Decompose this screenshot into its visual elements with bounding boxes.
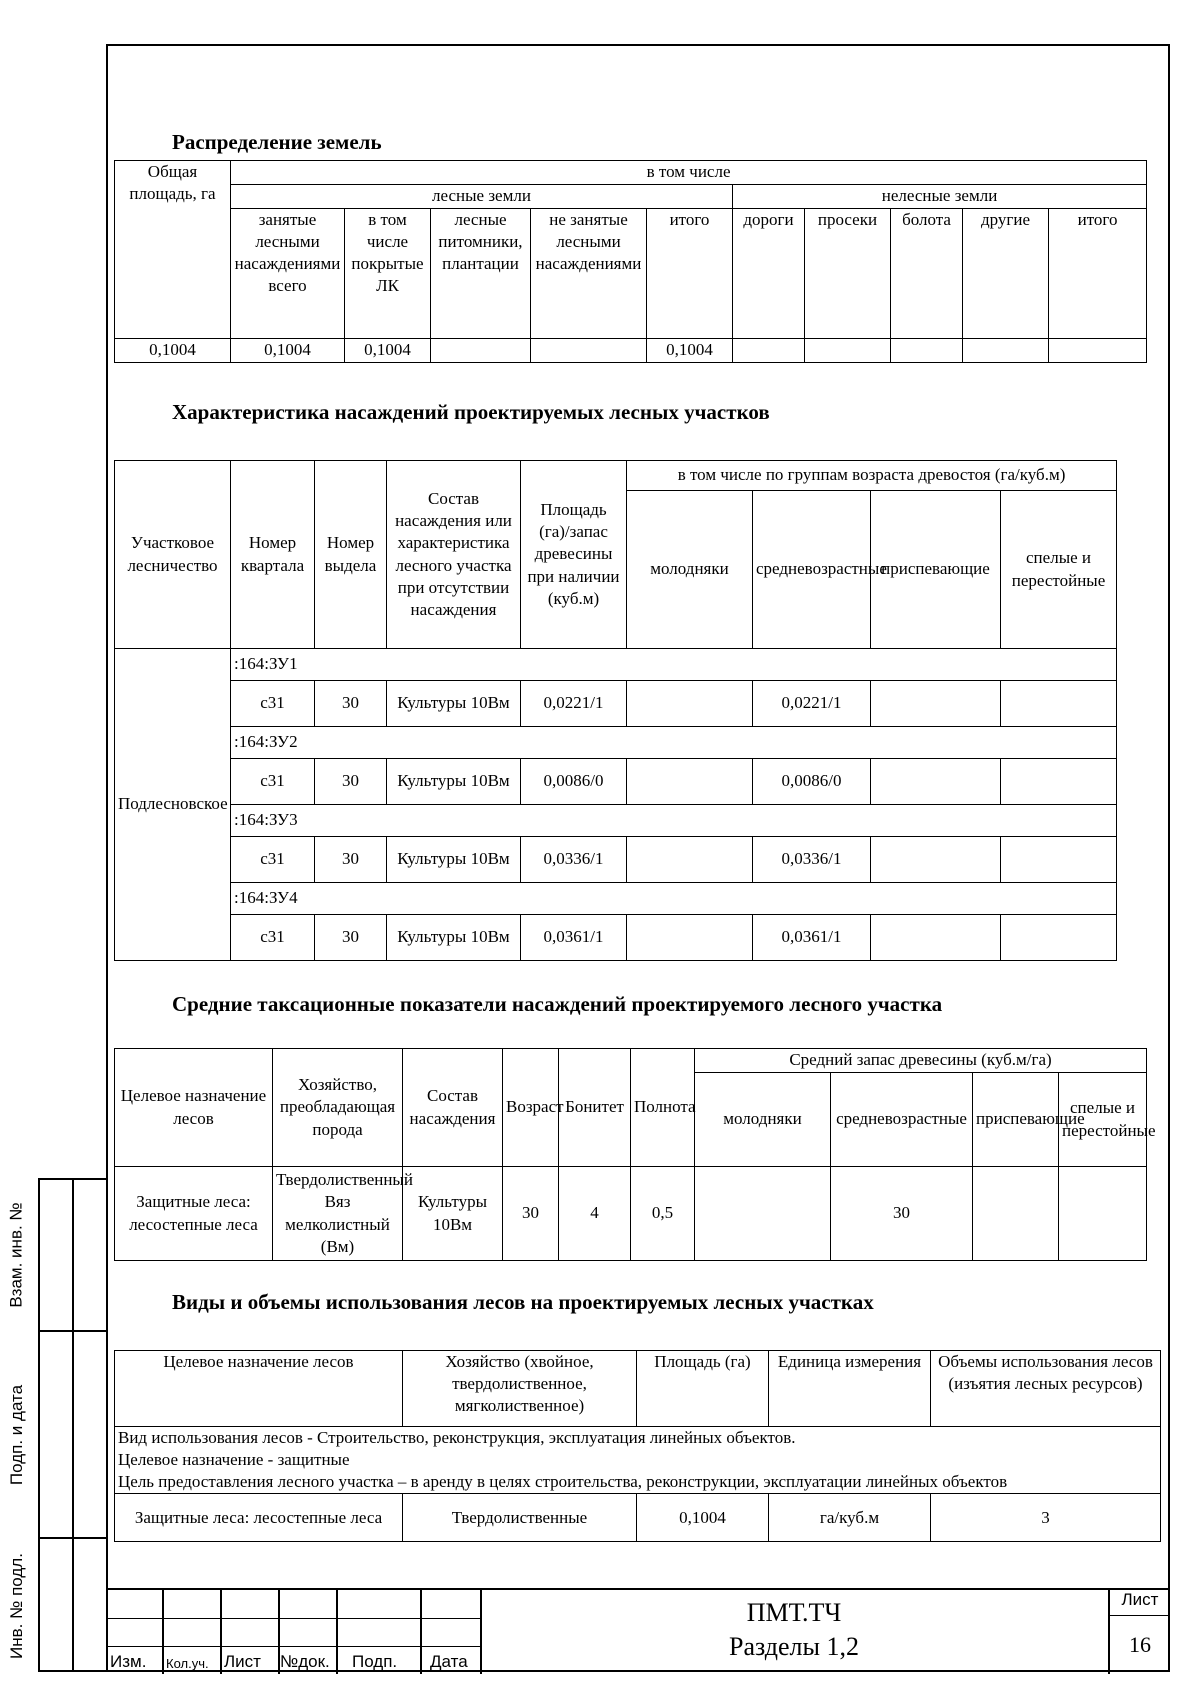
header-col: другие (963, 209, 1049, 339)
table-cell: Культуры 10Вм (387, 837, 521, 883)
stands-section-title: Характеристика насаждений проектируемых лесных участков (172, 400, 770, 424)
sheet-label: Лист (1108, 1590, 1170, 1616)
table-cell: 30 (315, 759, 387, 805)
header-col: занятые лесными насаждениями всего (231, 209, 345, 339)
header-section-no: Номер выдела (315, 461, 387, 649)
table-cell: с31 (231, 915, 315, 961)
table-row (115, 1494, 1161, 1542)
table-cell: с31 (231, 759, 315, 805)
header-middle: средневозрастные (831, 1073, 973, 1167)
table-cell (627, 915, 753, 961)
forestry-name: Подлесновское (115, 649, 231, 961)
land-table (114, 160, 1147, 363)
taxation-table (114, 1048, 1156, 1261)
header-area: Площадь (га) (637, 1351, 769, 1427)
table-cell: 0,0221/1 (521, 681, 627, 727)
table-cell (627, 681, 753, 727)
header-quarter: Номер квартала (231, 461, 315, 649)
table-cell (531, 339, 647, 363)
table-cell: 0,5 (631, 1167, 695, 1261)
header-volumes: Объемы использования лесов (изъятия лесных ресурсов) (931, 1351, 1161, 1427)
table-cell (871, 681, 1001, 727)
document-sections: Разделы 1,2 (728, 1632, 859, 1661)
title-block (106, 1588, 1170, 1672)
header-col: итого (647, 209, 733, 339)
table-cell: 0,0086/0 (753, 759, 871, 805)
table-cell (871, 915, 1001, 961)
table-cell (733, 339, 805, 363)
table-cell: 0,0086/0 (521, 759, 627, 805)
table-cell: с31 (231, 837, 315, 883)
header-col: итого (1049, 209, 1147, 339)
side-label-replace-inv: Взам. инв. № (7, 1202, 27, 1308)
table-cell: 3 (931, 1494, 1161, 1542)
header-col: дороги (733, 209, 805, 339)
header-col: просеки (805, 209, 891, 339)
table-cell: Культуры 10Вм (403, 1167, 503, 1261)
table-cell: Твердолиственные (403, 1494, 637, 1542)
table-cell: 0,0336/1 (521, 837, 627, 883)
usage-info-line: Целевое назначение - защитные (118, 1450, 350, 1470)
header-purpose: Целевое назначение лесов (115, 1049, 273, 1167)
header-mature: спелые и перестойные (1001, 491, 1117, 649)
header-ripening: приспевающие (973, 1073, 1059, 1167)
plot-id: :164:ЗУ1 (231, 649, 1117, 681)
table-cell: Культуры 10Вм (387, 915, 521, 961)
stamp-col-label: Лист (224, 1652, 261, 1671)
table-row (115, 339, 1147, 363)
table-cell: 30 (315, 915, 387, 961)
header-composition: Состав насаждения или характеристика лесного участка при отсутствии насаждения (387, 461, 521, 649)
table-cell (871, 837, 1001, 883)
table-cell: 0,0336/1 (753, 837, 871, 883)
table-cell: Твердолиственный Вяз мелколистный (Вм) (273, 1167, 403, 1261)
header-nonforest-lands: нелесные земли (733, 185, 1147, 209)
table-cell (431, 339, 531, 363)
table-cell (627, 759, 753, 805)
table-cell: 0,1004 (231, 339, 345, 363)
side-strip (38, 1178, 106, 1672)
plot-id: :164:ЗУ2 (231, 727, 1117, 759)
table-row (115, 915, 1117, 961)
table-cell: 30 (831, 1167, 973, 1261)
sheet-number: 16 (1108, 1616, 1170, 1674)
table-cell: 0,1004 (647, 339, 733, 363)
table-row (115, 837, 1117, 883)
table-cell: Культуры 10Вм (387, 759, 521, 805)
table-cell: га/куб.м (769, 1494, 931, 1542)
table-cell (973, 1167, 1059, 1261)
header-bonitet: Бонитет (559, 1049, 631, 1167)
header-young: молодняки (695, 1073, 831, 1167)
table-cell (1001, 915, 1117, 961)
header-composition: Состав насаждения (403, 1049, 503, 1167)
header-unit: Единица измерения (769, 1351, 931, 1427)
table-cell: Культуры 10Вм (387, 681, 521, 727)
usage-table (114, 1350, 1161, 1542)
usage-info-line: Вид использования лесов - Строительство, реконструкция, эксплуатация линейных объектов. (118, 1428, 796, 1447)
header-ripening: приспевающие (871, 491, 1001, 649)
plot-id: :164:ЗУ3 (231, 805, 1117, 837)
table-cell (805, 339, 891, 363)
land-section-title: Распределение земель (172, 130, 382, 154)
header-area: Площадь (га)/запас древесины при наличии (куб.м) (521, 461, 627, 649)
document-code: ПМТ.ТЧ (746, 1598, 842, 1627)
stamp-col-label: №док. (280, 1652, 330, 1671)
header-density: Полнота (631, 1049, 695, 1167)
table-cell: 30 (503, 1167, 559, 1261)
table-cell: Защитные леса: лесостепные леса (115, 1494, 403, 1542)
header-avg-stock: Средний запас древесины (куб.м/га) (695, 1049, 1147, 1073)
stamp-col-label: Дата (430, 1652, 468, 1671)
header-economy: Хозяйство, преобладающая порода (273, 1049, 403, 1167)
table-cell (1049, 339, 1147, 363)
header-young: молодняки (627, 491, 753, 649)
table-cell: 4 (559, 1167, 631, 1261)
header-total-area: Общая площадь, га (115, 161, 231, 339)
table-row (115, 759, 1117, 805)
side-label-inv-orig: Инв. № подл. (7, 1552, 26, 1659)
taxation-section-title: Средние таксационные показатели насаждений проектируемого лесного участка (172, 992, 943, 1016)
table-cell: 0,1004 (345, 339, 431, 363)
header-including: в том числе (231, 161, 1147, 185)
table-cell: с31 (231, 681, 315, 727)
stands-table (114, 460, 1117, 961)
table-cell (1001, 759, 1117, 805)
header-col: лесные питомники, плантации (431, 209, 531, 339)
header-forestry: Участковое лесничество (115, 461, 231, 649)
table-cell (627, 837, 753, 883)
table-cell (963, 339, 1049, 363)
stamp-col-label: Изм. (110, 1652, 147, 1671)
table-cell (1001, 681, 1117, 727)
header-forest-lands: лесные земли (231, 185, 733, 209)
header-middle: средневозрастные (753, 491, 871, 649)
table-cell (891, 339, 963, 363)
header-col: болота (891, 209, 963, 339)
table-cell (1059, 1167, 1147, 1261)
table-cell: 0,0361/1 (521, 915, 627, 961)
table-cell (871, 759, 1001, 805)
usage-info-line: Цель предоставления лесного участка – в аренду в целях строительства, реконструкции, эксплуатации линейных объектов (118, 1472, 1008, 1492)
table-cell: 30 (315, 837, 387, 883)
table-cell: 0,1004 (637, 1494, 769, 1542)
side-label-sign-date: Подп. и дата (7, 1384, 27, 1485)
stamp-col-label: Кол.уч. (166, 1656, 209, 1671)
usage-info (115, 1427, 1161, 1494)
header-col: в том числе покрытые ЛК (345, 209, 431, 339)
header-economy: Хозяйство (хвойное, твердолиственное, мягколиственное) (403, 1351, 637, 1427)
header-mature: спелые и перестойные (1059, 1073, 1147, 1167)
table-row (115, 681, 1117, 727)
header-col: не занятые лесными насаждениями (531, 209, 647, 339)
table-cell: 30 (315, 681, 387, 727)
header-purpose: Целевое назначение лесов (115, 1351, 403, 1427)
table-cell (695, 1167, 831, 1261)
table-row (115, 1167, 1147, 1261)
table-cell: 0,0221/1 (753, 681, 871, 727)
header-age: Возраст (503, 1049, 559, 1167)
table-cell: 0,1004 (115, 339, 231, 363)
header-age-groups: в том числе по группам возраста древостоя (га/куб.м) (627, 461, 1117, 491)
table-cell: Защитные леса: лесостепные леса (115, 1167, 273, 1261)
plot-id: :164:ЗУ4 (231, 883, 1117, 915)
table-cell: 0,0361/1 (753, 915, 871, 961)
usage-section-title: Виды и объемы использования лесов на проектируемых лесных участках (172, 1290, 874, 1314)
table-cell (1001, 837, 1117, 883)
stamp-col-label: Подп. (352, 1652, 398, 1671)
